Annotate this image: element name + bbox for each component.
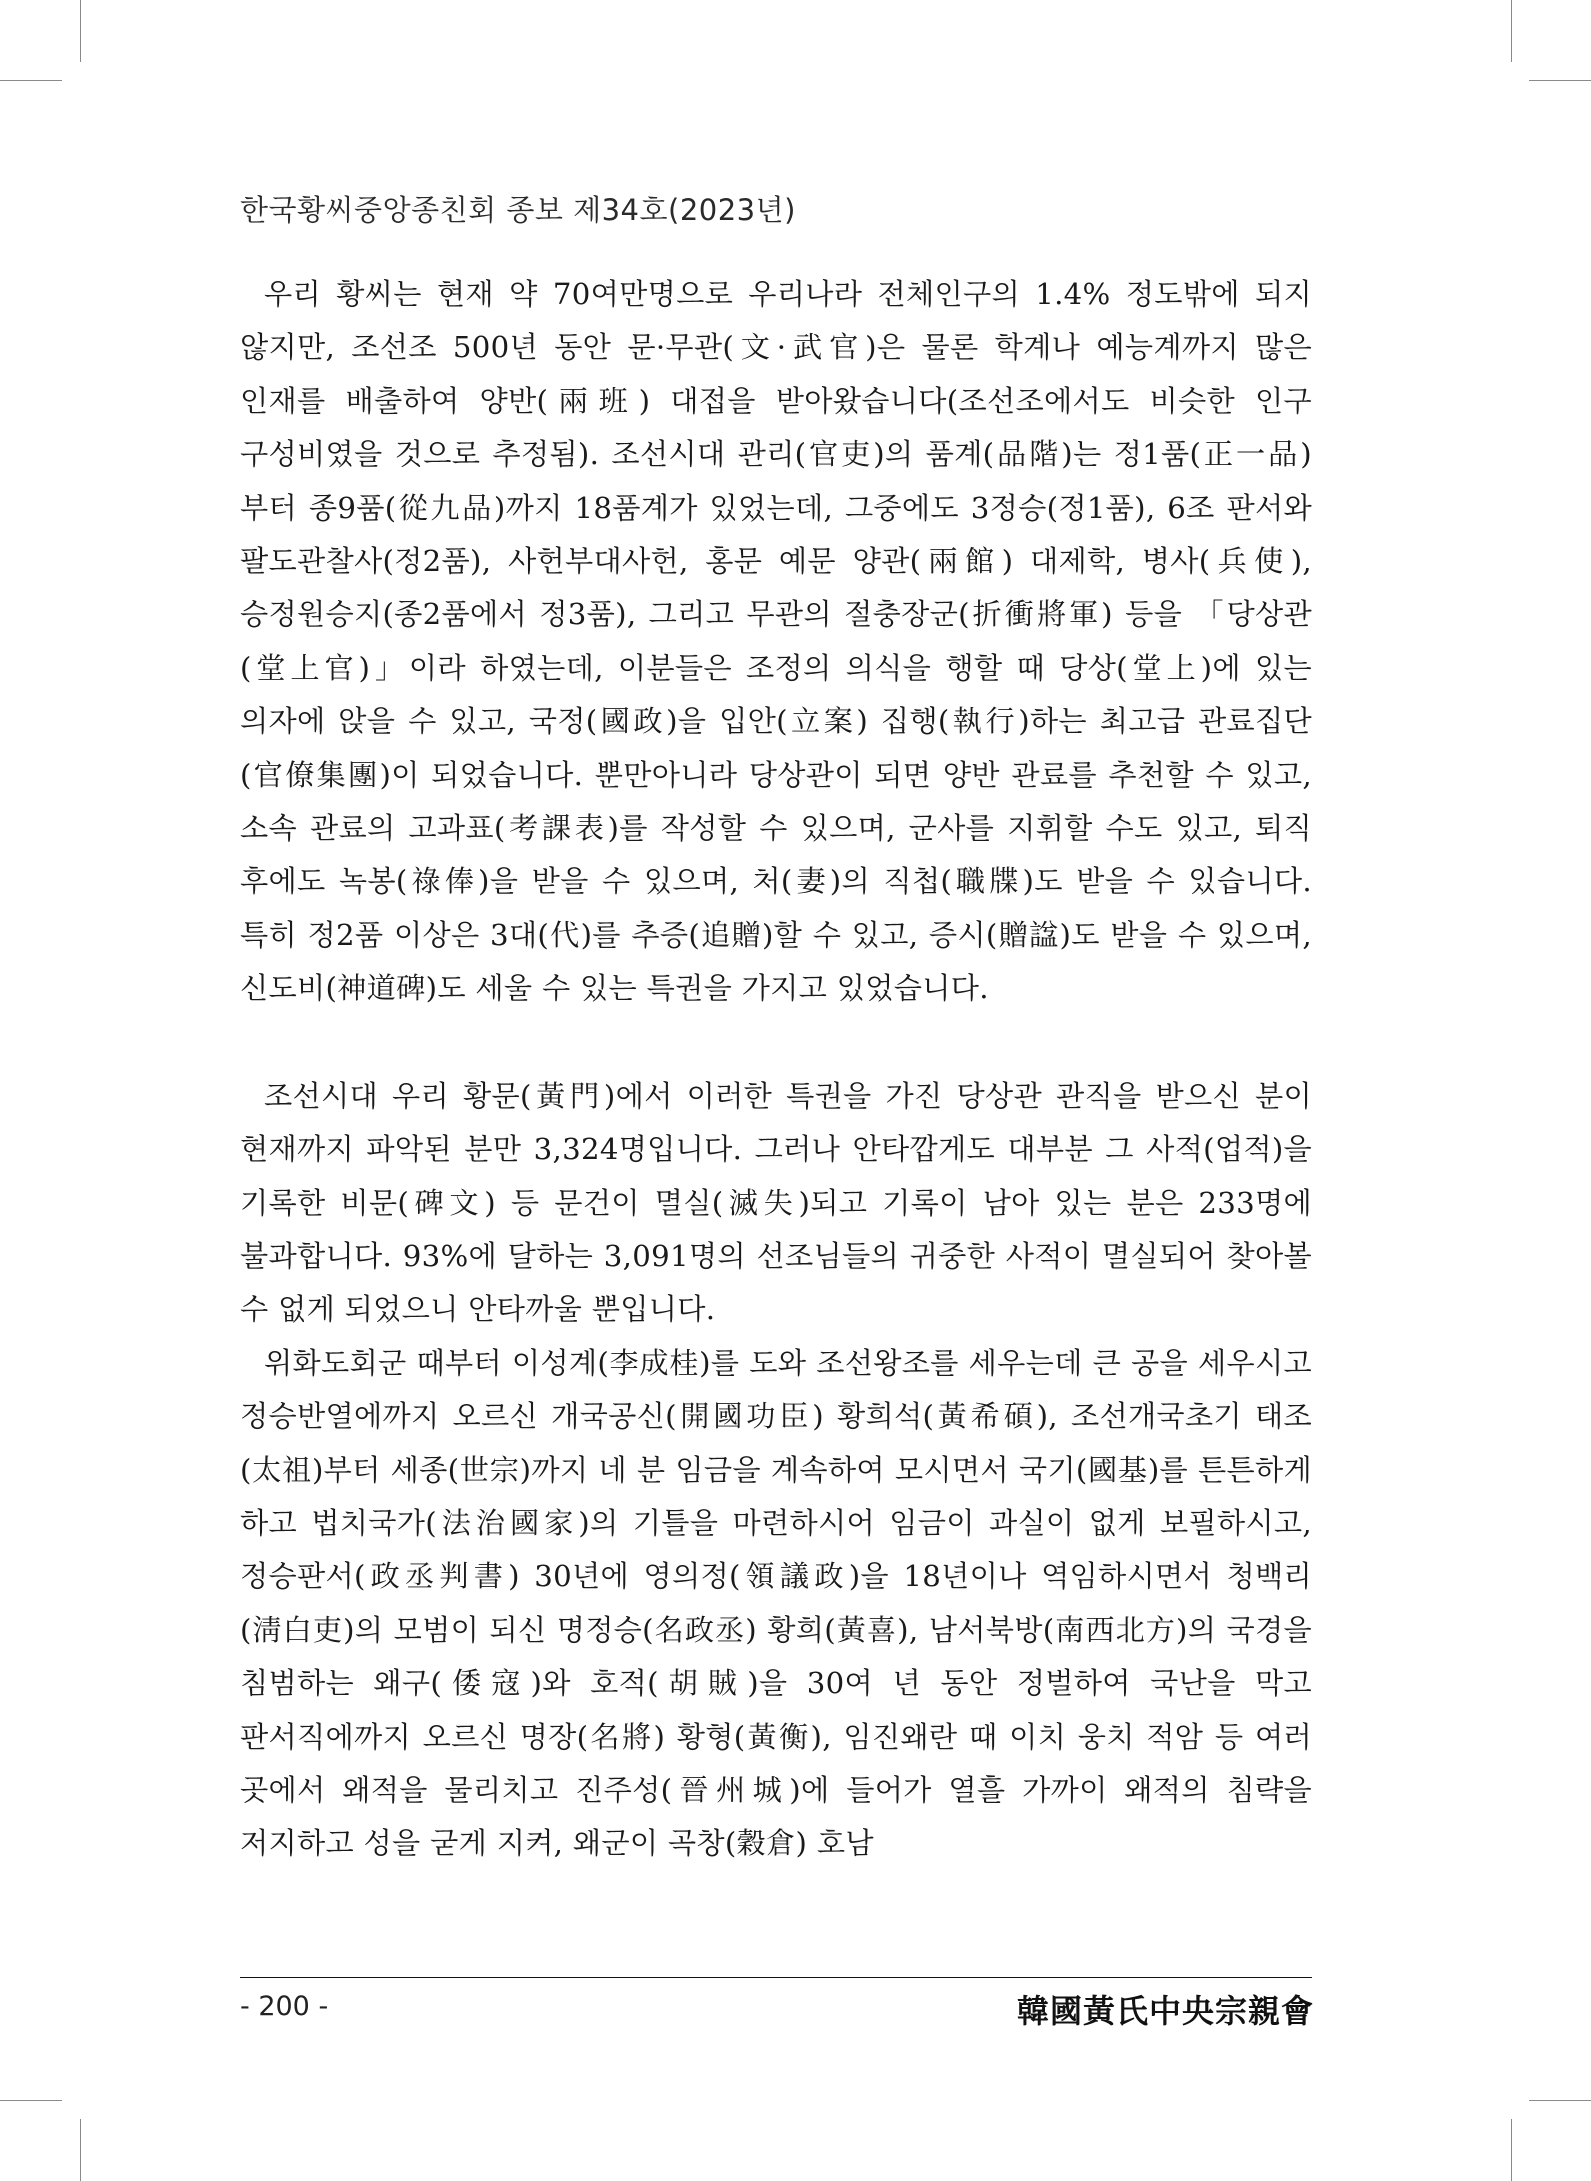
crop-mark-bottom-left	[80, 2119, 81, 2181]
crop-mark-top-left	[80, 0, 81, 62]
page-number: - 200 -	[240, 1991, 329, 2022]
paragraph: 조선시대 우리 황문(黃門)에서 이러한 특권을 가진 당상관 관직을 받으신 분이 현재까지 파악된 분만 3,324명입니다. 그러나 안타깝게도 대부분 그 사적(업적)을 기록한 비문(碑文) 등 문건이 멸실(滅失)되고 기록이 남아 있는 분은 233명에 불과합니다. 93%에 달하는 3,091명의 선조님들의 귀중한 사적이 멸실되어 찾아볼 수 없게 되었으니 안타까울 뿐입니다.	[240, 1078, 1313, 1327]
crop-mark-top-right	[1511, 0, 1512, 62]
crop-mark-top-left-h	[0, 80, 62, 81]
crop-mark-bottom-left-h	[0, 2100, 62, 2101]
footer-divider	[240, 1977, 1312, 1978]
crop-mark-bottom-right	[1511, 2119, 1512, 2181]
running-header-title: 한국황씨중앙종친회 종보 제34호(2023년)	[240, 193, 796, 227]
paragraph: 우리 황씨는 현재 약 70여만명으로 우리나라 전체인구의 1.4% 정도밖에 되지 않지만, 조선조 500년 동안 문·무관(文·武官)은 물론 학계나 예능계까지 많은 인재를 배출하여 양반(兩班) 대접을 받아왔습니다(조선조에서도 비슷한 인구 구성비였을 것으로 추정됨). 조선시대 관리(官吏)의 품계(品階)는 정1품(正一品)부터 종9품(從九品)까지 18품계가 있었는데, 그중에도 3정승(정1품), 6조 판서와 팔도관찰사(정2품), 사헌부대사헌, 홍문 예문 양관(兩館) 대제학, 병사(兵使), 승정원승지(종2품에서 정3품), 그리고 무관의 절충장군(折衝將軍) 등을 「당상관(堂上官)」이라 하였는데, 이분들은 조정의 의식을 행할 때 당상(堂上)에 있는 의자에 앉을 수 있고, 국정(國政)을 입안(立案) 집행(執行)하는 최고급 관료집단(官僚集團)이 되었습니다. 뿐만아니라 당상관이 되면 양반 관료를 추천할 수 있고, 소속 관료의 고과표(考課表)를 작성할 수 있으며, 군사를 지휘할 수도 있고, 퇴직 후에도 녹봉(祿俸)을 받을 수 있으며, 처(妻)의 직첩(職牒)도 받을 수 있습니다. 특히 정2품 이상은 3대(代)를 추증(追贈)할 수 있고, 증시(贈諡)도 받을 수 있으며, 신도비(神道碑)도 세울 수 있는 특권을 가지고 있었습니다.	[240, 277, 1312, 1006]
crop-mark-top-right-h	[1529, 80, 1591, 81]
paragraph: 위화도회군 때부터 이성계(李成桂)를 도와 조선왕조를 세우는데 큰 공을 세우시고 정승반열에까지 오르신 개국공신(開國功臣) 황희석(黃希碩), 조선개국초기 태조(太祖)부터 세종(世宗)까지 네 분 임금을 계속하여 모시면서 국기(國基)를 튼튼하게 하고 법치국가(法治國家)의 기틀을 마련하시어 임금이 과실이 없게 보필하시고, 정승판서(政丞判書) 30년에 영의정(領議政)을 18년이나 역임하시면서 청백리(淸白吏)의 모범이 되신 명정승(名政丞) 황희(黃喜), 남서북방(南西北方)의 국경을 침범하는 왜구(倭寇)와 호적(胡賊)을 30여 년 동안 정벌하여 국난을 막고 판서직에까지 오르신 명장(名將) 황형(黃衡), 임진왜란 때 이치 웅치 적암 등 여러 곳에서 왜적을 물리치고 진주성(晉州城)에 들어가 열흘 가까이 왜적의 침략을 저지하고 성을 굳게 지켜, 왜군이 곡창(穀倉) 호남	[240, 1345, 1313, 1861]
crop-mark-bottom-right-h	[1529, 2100, 1591, 2101]
body-text	[240, 268, 1312, 1871]
publisher-logo: 韓國黃氏中央宗親會	[1016, 1992, 1314, 2030]
